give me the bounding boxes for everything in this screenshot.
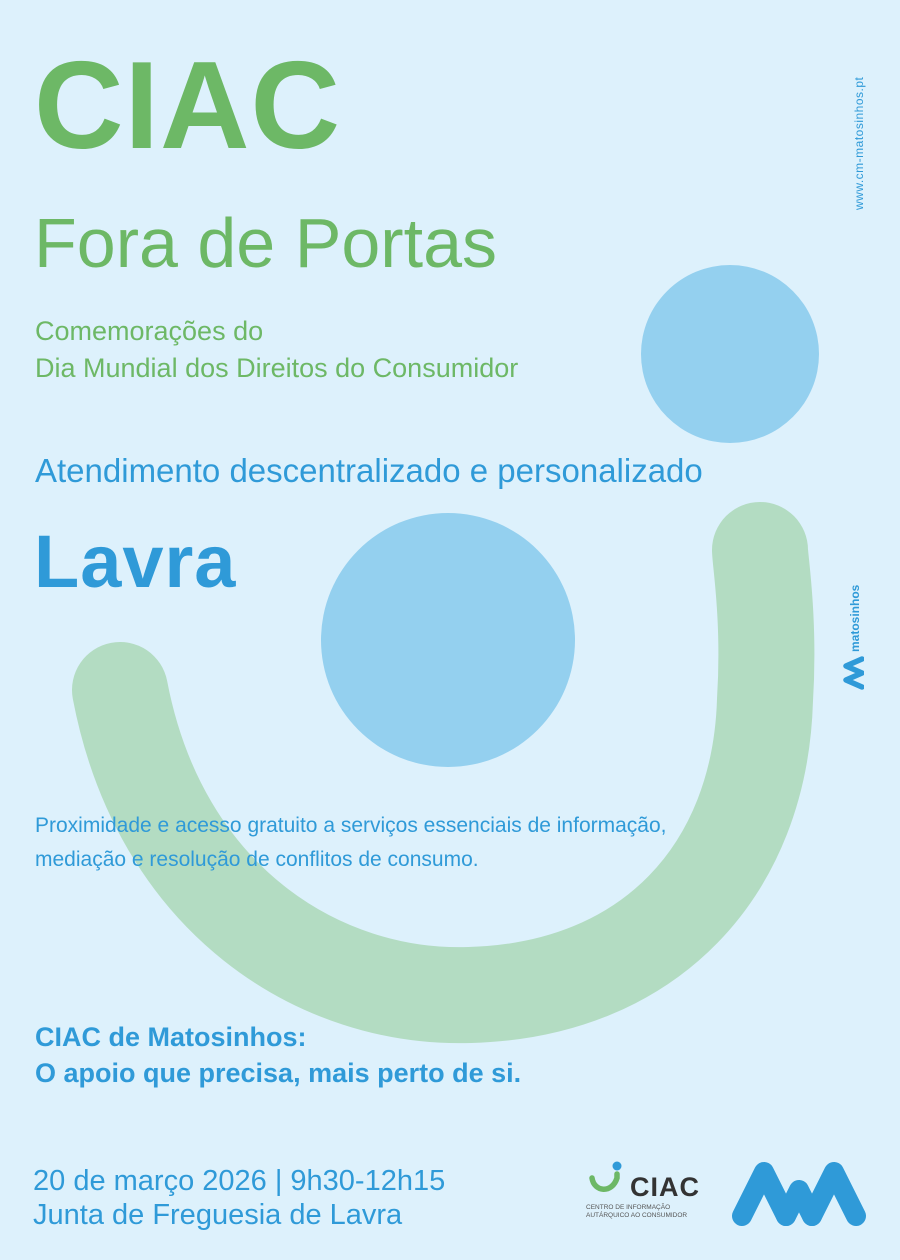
tagline: [35, 1019, 521, 1091]
ciac-wordmark: CIAC: [630, 1172, 700, 1202]
event-date-time: 20 de março 2026 | 9h30-12h15: [33, 1165, 446, 1197]
poster-title: CIAC: [34, 37, 342, 175]
description-line: Proximidade e acesso gratuito a serviços essenciais de informação,: [35, 814, 667, 837]
ciac-caption-line: AUTÁRQUICO AO CONSUMIDOR: [586, 1212, 688, 1219]
matosinhos-wordmark: matosinhos: [848, 584, 862, 652]
description-text: [35, 809, 666, 877]
service-heading: Atendimento descentralizado e personalizado: [35, 452, 703, 489]
description-line: mediação e resolução de conflitos de consumo.: [35, 848, 479, 871]
matosinhos-logo-icon: [730, 1160, 868, 1226]
matosinhos-side-logo: [838, 550, 868, 690]
location-name: Lavra: [34, 520, 237, 603]
circle-center: [321, 513, 575, 767]
poster-subtitle: Fora de Portas: [34, 204, 497, 282]
circle-right: [641, 265, 819, 443]
ciac-caption-line: CENTRO DE INFORMAÇÃO: [586, 1204, 671, 1211]
commemoration-text: [35, 313, 518, 387]
tagline-line: O apoio que precisa, mais perto de si.: [35, 1058, 522, 1088]
ciac-smile-icon: [586, 1160, 626, 1200]
website-link[interactable]: www.cm-matosinhos.pt: [852, 76, 866, 210]
event-details: [33, 1164, 445, 1232]
commemoration-line: Dia Mundial dos Direitos do Consumidor: [35, 353, 519, 383]
ciac-caption: [586, 1204, 687, 1220]
event-venue: Junta de Freguesia de Lavra: [33, 1199, 403, 1231]
commemoration-line: Comemorações do: [35, 316, 264, 346]
ciac-logo: [586, 1160, 716, 1224]
tagline-line: CIAC de Matosinhos:: [35, 1022, 307, 1052]
matosinhos-mark-icon: [842, 656, 864, 690]
